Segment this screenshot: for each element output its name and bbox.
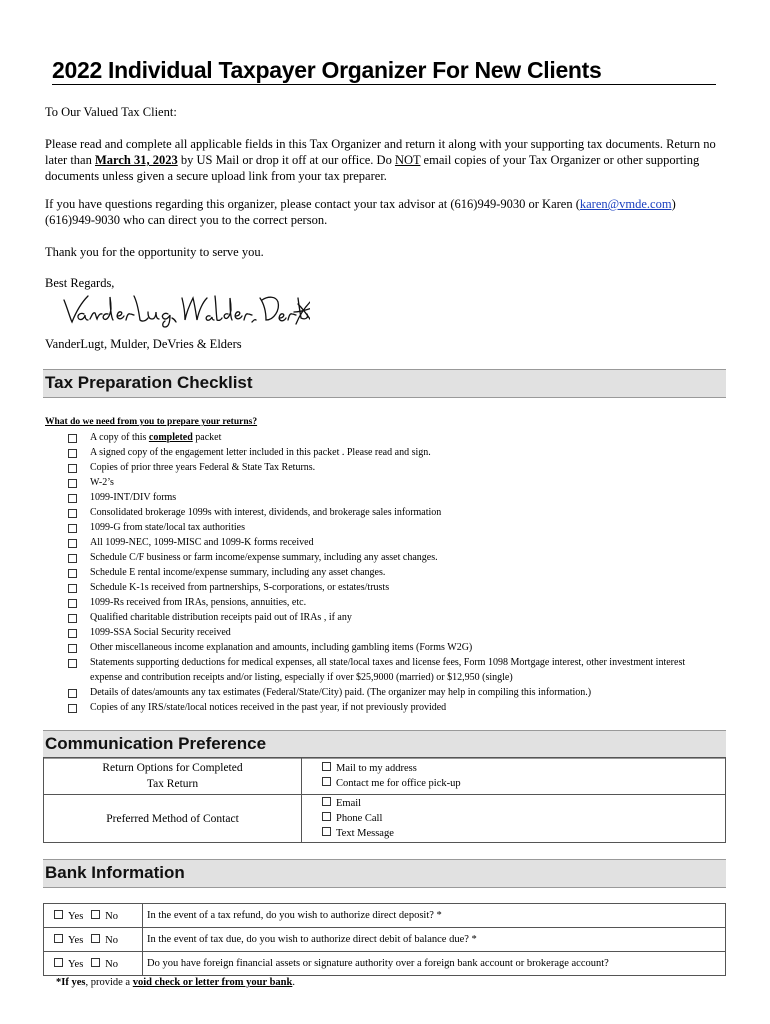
checkbox[interactable] bbox=[68, 539, 77, 548]
checklist-item-text: A copy of this bbox=[90, 432, 149, 443]
contact-method-label: Preferred Method of Contact bbox=[44, 795, 302, 843]
checklist-item-text: Schedule K-1s received from partnerships, S-corporations, or estates/trusts bbox=[90, 582, 390, 593]
contact-paragraph bbox=[45, 196, 725, 228]
yes-checkbox[interactable] bbox=[54, 958, 63, 967]
checklist-item-text: Statements supporting deductions for medical expenses, all state/local taxes and license fees, Form 1098 Mortgage interest, other investment interest expense and contribution receipts and/or listing, especially if over $25,9000 (married) or $12,950 (single) bbox=[90, 657, 686, 683]
thanks-text: Thank you for the opportunity to serve you. bbox=[45, 245, 264, 259]
checklist-question: What do we need from you to prepare your returns? bbox=[45, 417, 258, 427]
checklist-item-text: Consolidated brokerage 1099s with interest, dividends, and brokerage sales information bbox=[90, 507, 442, 518]
due-date: March 31, 2023 bbox=[94, 153, 178, 167]
no-label: No bbox=[105, 958, 118, 970]
yes-no-options bbox=[44, 952, 143, 976]
checkbox[interactable] bbox=[322, 827, 331, 836]
checkbox[interactable] bbox=[68, 449, 77, 458]
bank-row bbox=[44, 952, 726, 976]
footnote-text: , provide a bbox=[85, 977, 133, 988]
checklist-item[interactable] bbox=[68, 565, 708, 580]
checkbox[interactable] bbox=[322, 777, 331, 786]
void-check-emphasis: void check or letter from your bank bbox=[132, 977, 293, 988]
option-label: Text Message bbox=[336, 828, 394, 839]
checklist-item[interactable] bbox=[68, 640, 708, 655]
yes-label: Yes bbox=[68, 934, 84, 946]
intro-text: Please read and complete all applicable fields in this Tax Organizer and return it along with your supporting tax documents. Return no later than bbox=[45, 137, 716, 167]
contact-option-email[interactable] bbox=[322, 796, 724, 811]
communication-table bbox=[43, 757, 726, 843]
checkbox[interactable] bbox=[68, 464, 77, 473]
checkbox[interactable] bbox=[68, 554, 77, 563]
checklist-item[interactable] bbox=[68, 505, 708, 520]
page-title: 2022 Individual Taxpayer Organizer For New Clients bbox=[52, 57, 716, 85]
handwritten-signature bbox=[60, 292, 310, 332]
checklist-item-text: Schedule C/F business or farm income/expense summary, including any asset changes. bbox=[90, 552, 438, 563]
checklist-item-text: Details of dates/amounts any tax estimates (Federal/State/City) paid. (The organizer may help in compiling this information.) bbox=[90, 687, 592, 698]
checklist-item[interactable] bbox=[68, 595, 708, 610]
option-label: Email bbox=[336, 798, 362, 809]
checkbox[interactable] bbox=[68, 644, 77, 653]
contact-option-text[interactable] bbox=[322, 826, 724, 841]
return-options-label-line: Tax Return bbox=[146, 778, 199, 790]
checklist-item-text: Qualified charitable distribution receipts paid out of IRAs , if any bbox=[90, 612, 352, 623]
option-label: Contact me for office pick-up bbox=[336, 778, 461, 789]
checklist-item[interactable] bbox=[68, 520, 708, 535]
checklist-section-header bbox=[43, 369, 726, 398]
no-checkbox[interactable] bbox=[91, 958, 100, 967]
checklist-item[interactable] bbox=[68, 610, 708, 625]
checkbox[interactable] bbox=[68, 599, 77, 608]
checkbox[interactable] bbox=[322, 797, 331, 806]
checklist-item[interactable] bbox=[68, 490, 708, 505]
closing-text: Best Regards, bbox=[45, 276, 115, 290]
option-label: Mail to my address bbox=[336, 763, 417, 774]
yes-label: Yes bbox=[68, 910, 84, 922]
no-label: No bbox=[105, 910, 118, 922]
checklist-item[interactable] bbox=[68, 550, 708, 565]
firm-name: VanderLugt, Mulder, DeVries & Elders bbox=[45, 337, 242, 351]
return-options bbox=[302, 758, 726, 795]
checklist-item[interactable] bbox=[68, 535, 708, 550]
contact-text: ) (616)949-9030 who can direct you to the correct person. bbox=[45, 197, 676, 227]
intro-paragraph bbox=[45, 136, 725, 184]
checklist-item-text: Other miscellaneous income explanation and amounts, including gambling items (Forms W2G) bbox=[90, 642, 473, 653]
checklist-item-text: W-2’s bbox=[90, 477, 114, 488]
return-options-label-line: Return Options for Completed bbox=[102, 762, 243, 774]
checkbox[interactable] bbox=[68, 629, 77, 638]
yes-checkbox[interactable] bbox=[54, 934, 63, 943]
checklist-heading: Tax Preparation Checklist bbox=[45, 373, 253, 392]
no-label: No bbox=[105, 934, 118, 946]
yes-no-options bbox=[44, 928, 143, 952]
communication-heading: Communication Preference bbox=[45, 734, 267, 753]
checklist-item[interactable] bbox=[68, 580, 708, 595]
checklist-item[interactable] bbox=[68, 475, 708, 490]
bank-heading: Bank Information bbox=[45, 863, 185, 882]
checklist bbox=[68, 430, 708, 715]
completed-emphasis: completed bbox=[148, 432, 193, 443]
yes-label: Yes bbox=[68, 958, 84, 970]
intro-text: email copies of your Tax Organizer or other supporting documents unless given a secure upload link from your tax preparer. bbox=[45, 153, 700, 183]
checkbox[interactable] bbox=[68, 524, 77, 533]
footnote-text: . bbox=[292, 977, 295, 988]
checklist-item-text: Copies of prior three years Federal & State Tax Returns. bbox=[90, 462, 316, 473]
checkbox[interactable] bbox=[68, 614, 77, 623]
checklist-item-text: All 1099-NEC, 1099-MISC and 1099-K forms received bbox=[90, 537, 314, 548]
checklist-item-text: A signed copy of the engagement letter included in this packet . Please read and sign. bbox=[90, 447, 431, 458]
bank-question: Do you have foreign financial assets or signature authority over a foreign bank account or brokerage account? bbox=[143, 952, 726, 976]
contact-options bbox=[302, 795, 726, 843]
contact-option-phone[interactable] bbox=[322, 811, 724, 826]
bank-table bbox=[43, 903, 726, 976]
bank-row bbox=[44, 928, 726, 952]
checklist-item[interactable] bbox=[68, 700, 708, 715]
checklist-item[interactable] bbox=[68, 430, 708, 445]
checkbox[interactable] bbox=[68, 494, 77, 503]
checkbox[interactable] bbox=[322, 762, 331, 771]
no-checkbox[interactable] bbox=[91, 934, 100, 943]
communication-section-header bbox=[43, 730, 726, 759]
bank-question: In the event of tax due, do you wish to authorize direct debit of balance due? * bbox=[143, 928, 726, 952]
email-link[interactable]: karen@vmde.com bbox=[579, 197, 672, 211]
not-emphasis: NOT bbox=[394, 153, 421, 167]
checklist-item[interactable] bbox=[68, 655, 708, 685]
checkbox[interactable] bbox=[68, 689, 77, 698]
checklist-item[interactable] bbox=[68, 625, 708, 640]
salutation: To Our Valued Tax Client: bbox=[45, 105, 177, 119]
bank-section-header bbox=[43, 859, 726, 888]
intro-text: by US Mail or drop it off at our office. Do bbox=[177, 153, 395, 167]
checklist-item-text: Copies of any IRS/state/local notices received in the past year, if not previously provided bbox=[90, 702, 447, 713]
yes-no-options bbox=[44, 904, 143, 928]
checklist-item-text: Schedule E rental income/expense summary, including any asset changes. bbox=[90, 567, 386, 578]
option-label: Phone Call bbox=[336, 813, 383, 824]
checkbox[interactable] bbox=[68, 584, 77, 593]
bank-row bbox=[44, 904, 726, 928]
checklist-item-text: 1099-INT/DIV forms bbox=[90, 492, 177, 503]
checkbox[interactable] bbox=[68, 479, 77, 488]
checklist-item-text: packet bbox=[192, 432, 222, 443]
checkbox[interactable] bbox=[68, 434, 77, 443]
checklist-item-text: 1099-SSA Social Security received bbox=[90, 627, 231, 638]
checkbox[interactable] bbox=[68, 509, 77, 518]
bank-question: In the event of a tax refund, do you wish to authorize direct deposit? * bbox=[143, 904, 726, 928]
checkbox[interactable] bbox=[68, 569, 77, 578]
checkbox[interactable] bbox=[322, 812, 331, 821]
checklist-item-text: 1099-Rs received from IRAs, pensions, annuities, etc. bbox=[90, 597, 307, 608]
return-option-pickup[interactable] bbox=[322, 776, 724, 791]
checklist-item[interactable] bbox=[68, 460, 708, 475]
checkbox[interactable] bbox=[68, 704, 77, 713]
return-options-label bbox=[44, 758, 302, 795]
checklist-item-text: 1099-G from state/local tax authorities bbox=[90, 522, 245, 533]
contact-text: If you have questions regarding this organizer, please contact your tax advisor at (616)949-9030 or Karen ( bbox=[45, 197, 580, 211]
checkbox[interactable] bbox=[68, 659, 77, 668]
no-checkbox[interactable] bbox=[91, 910, 100, 919]
checklist-item[interactable] bbox=[68, 685, 708, 700]
checklist-item[interactable] bbox=[68, 445, 708, 460]
bank-footnote bbox=[56, 977, 295, 988]
return-option-mail[interactable] bbox=[322, 761, 724, 776]
yes-checkbox[interactable] bbox=[54, 910, 63, 919]
footnote-emphasis: *If yes bbox=[56, 977, 86, 988]
